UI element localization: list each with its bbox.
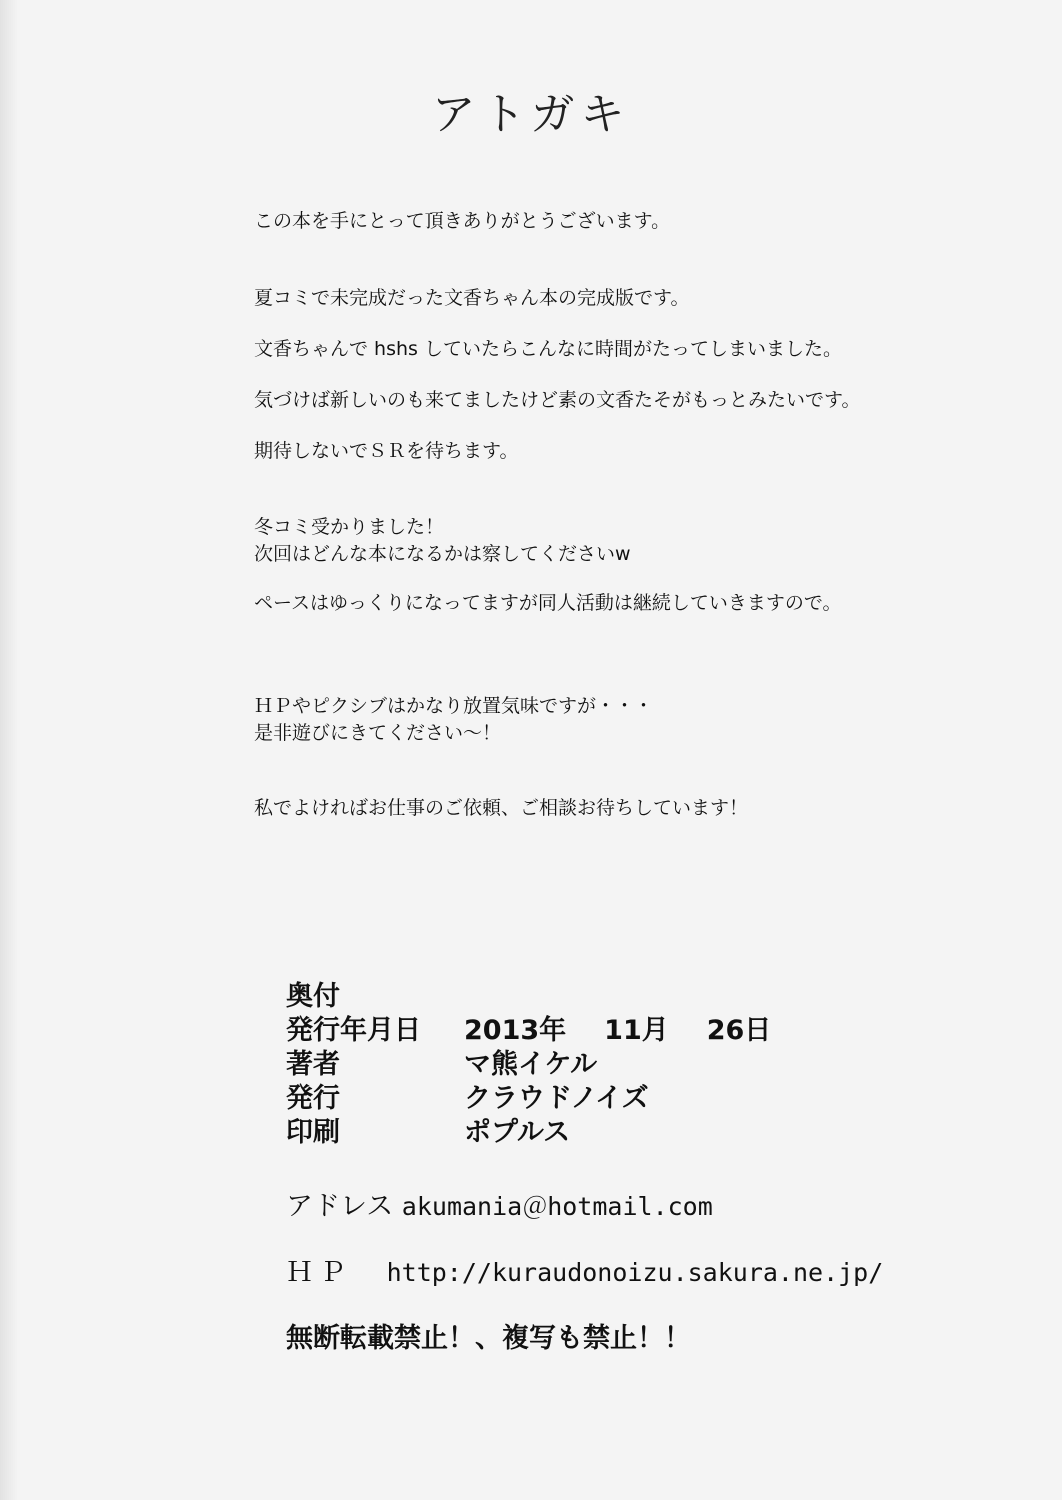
afterword-line-pace: ペースはゆっくりになってますが同人活動は継続していきますので。 — [254, 592, 842, 614]
contact-address-label: アドレス — [286, 1191, 394, 1222]
afterword-line-completed: 夏コミで未完成だった文香ちゃん本の完成版です。 — [254, 287, 690, 309]
contact-email[interactable]: akumania＠hotmail.com — [401, 1192, 713, 1221]
page-edge — [0, 0, 18, 1500]
colophon-printer-row — [286, 1116, 570, 1150]
afterword-line-work: 私でよければお仕事のご依頼、ご相談お待ちしています！ — [254, 797, 749, 819]
colophon-date-label: 発行年月日 — [286, 1015, 421, 1046]
afterword-line-visit: 是非遊びにきてください～！ — [254, 722, 502, 744]
page-title: アトガキ — [431, 89, 631, 140]
afterword-line-new: 気づけば新しいのも来てましたけど素の文香たそがもっとみたいです。 — [254, 389, 861, 411]
colophon-publisher-label: 発行 — [286, 1083, 340, 1114]
colophon-author-row — [286, 1048, 597, 1082]
afterword-line-sr: 期待しないでＳＲを待ちます。 — [254, 440, 519, 462]
colophon-publisher-row — [286, 1082, 649, 1116]
afterword-line-time: 文香ちゃんで hshs していたらこんなに時間がたってしまいました。 — [254, 338, 842, 360]
colophon-author-value: マ熊イケル — [464, 1049, 598, 1080]
colophon-publisher-value: クラウドノイズ — [464, 1083, 649, 1114]
contact-hp-row — [286, 1250, 883, 1289]
contact-hp-label: ＨＰ — [286, 1257, 352, 1288]
afterword-line-next: 次回はどんな本になるかは察してくださいw — [254, 543, 631, 565]
afterword-line-winter: 冬コミ受かりました！ — [254, 516, 445, 538]
colophon-printer-label: 印刷 — [286, 1117, 340, 1148]
colophon-date-row — [286, 1014, 809, 1048]
colophon-heading: 奥付 — [286, 981, 340, 1012]
date-year: 2013年 — [464, 1015, 567, 1046]
colophon-date-value — [464, 1014, 809, 1048]
contact-address-row — [286, 1184, 713, 1223]
afterword-line-thanks: この本を手にとって頂きありがとうございます。 — [254, 210, 671, 232]
contact-hp-link[interactable]: http://kuraudonoizu.sakura.ne.jp/ — [386, 1258, 884, 1287]
colophon-printer-value: ポプルス — [464, 1117, 571, 1148]
date-month: 11月 — [604, 1015, 669, 1046]
copyright-notice: 無断転載禁止！、複写も禁止！！ — [286, 1323, 691, 1354]
date-day: 26日 — [706, 1015, 772, 1046]
colophon-author-label: 著者 — [286, 1049, 340, 1080]
afterword-line-hp: ＨＰやピクシブはかなり放置気味ですが・・・ — [254, 695, 654, 717]
